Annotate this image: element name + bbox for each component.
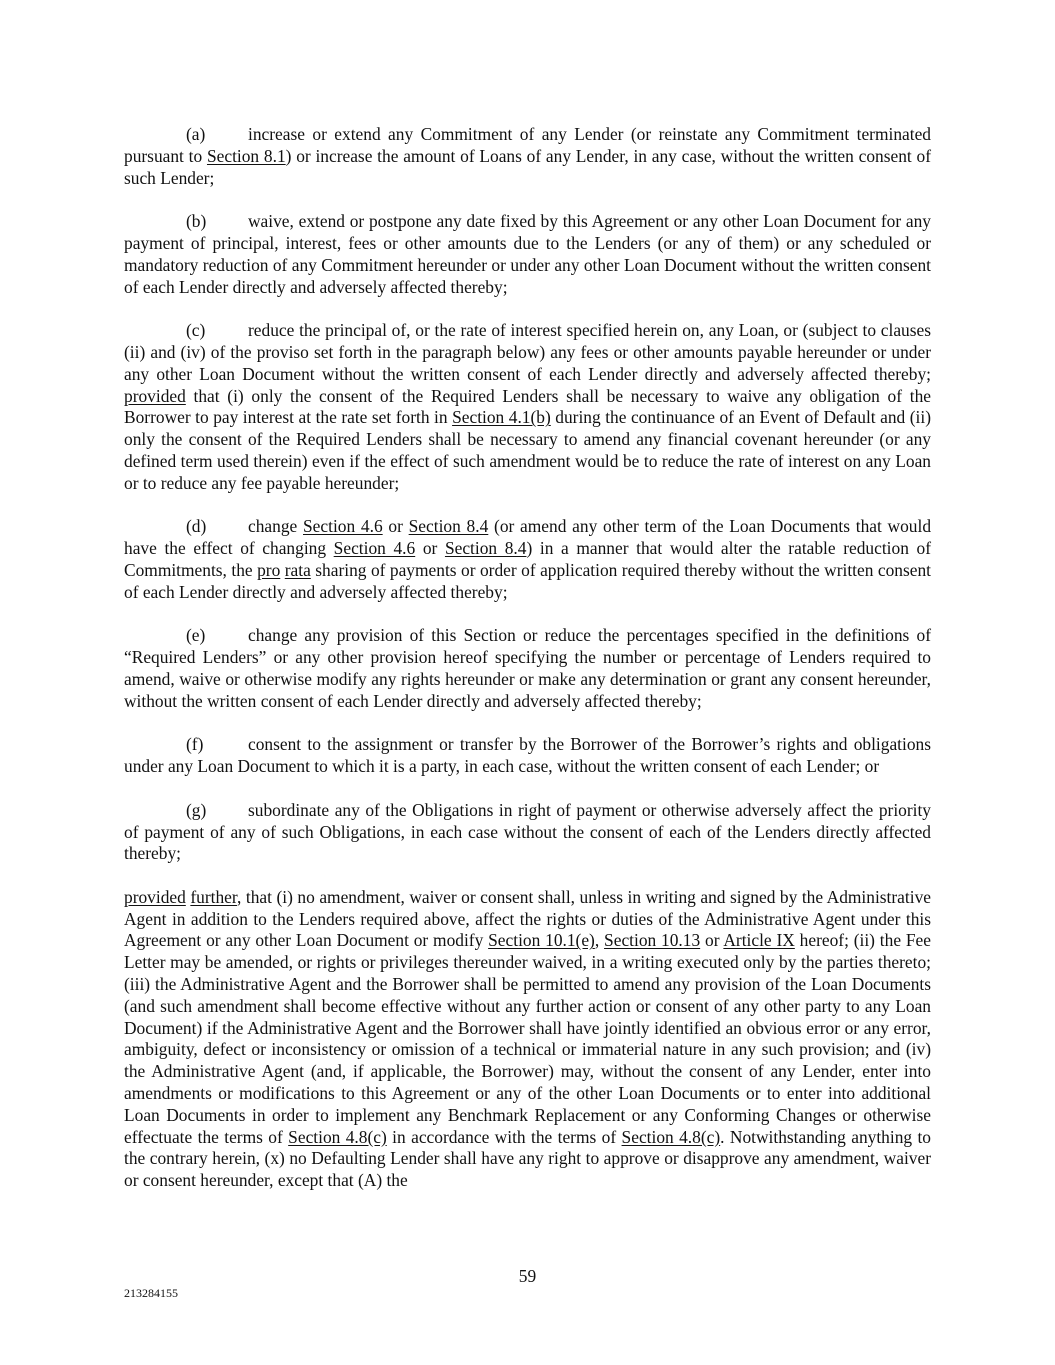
document-id: 213284155 <box>124 1286 178 1300</box>
cross-reference: Section 10.1(e) <box>488 930 595 951</box>
text-run: or <box>700 930 724 951</box>
cross-reference: Section 4.1(b) <box>452 407 551 428</box>
text-run: or <box>415 538 445 559</box>
cross-reference: further <box>190 886 237 907</box>
text-run: . Notwithstanding anything to the contrary herein, (x) no Defaulting Lender shall have any right to approve or disapprove any amendment, waiver or consent hereunder, except that (A) the <box>124 1126 932 1191</box>
clause-paragraph <box>124 800 931 865</box>
text-run: during the continuance of an Event of Default and (ii) only the consent of the Required Lenders shall be necessary to amend any financial covenant hereunder (or any defined term used therein) even if the effect of such amendment would be to reduce the rate of interest on any Loan or to reduce any fee payable hereunder; <box>124 407 931 493</box>
clause-paragraph <box>124 625 931 712</box>
text-run: hereof; (ii) the Fee Letter may be amended, or rights or privileges thereunder waived, in a writing executed only by the parties thereto; (iii) the Administrative Agent and the Borrower shall be permitted to amend any provision of the Loan Documents (and such amendment shall become effective without any further action or consent of any other party to any Loan Document) if the Administrative Agent and the Borrower shall have jointly identified an obvious error or any error, ambiguity, defect or inconsistency or omission of a technical or immaterial nature in any such provision; and (iv) the Administrative Agent (and, if applicable, the Borrower) may, without the consent of any Lender, enter into amendments or modifications to this Agreement or any of the other Loan Documents or to enter into additional Loan Documents in order to implement any Benchmark Replacement or any Conforming Changes or otherwise effectuate the terms of <box>124 930 931 1147</box>
text-run: change <box>248 516 303 537</box>
clause-paragraph <box>124 211 931 298</box>
text-run: sharing of payments or order of application required thereby without the written consent of each Lender directly and adversely affected thereby; <box>124 559 931 602</box>
clause-label: (g) <box>186 799 207 820</box>
cross-reference: Article IX <box>723 930 795 951</box>
clause-label: (e) <box>186 625 206 646</box>
cross-reference: provided <box>124 886 186 907</box>
clause-paragraph <box>124 734 931 778</box>
text-run: waive, extend or postpone any date fixed by this Agreement or any other Loan Document for any payment of principal, interest, fees or other amounts due to the Lenders (or any of them) or any scheduled or mandatory reduction of any Commitment hereunder or under any other Loan Document without the written consent of each Lender directly and adversely affected thereby; <box>124 211 931 297</box>
page-number: 59 <box>518 1266 537 1286</box>
clause-paragraph <box>124 320 931 494</box>
cross-reference: Section 8.1 <box>206 145 286 166</box>
clause-label: (f) <box>186 734 204 755</box>
text-run: increase or extend any Commitment of any Lender (or reinstate any Commitment terminated pursuant to <box>124 124 931 166</box>
cross-reference: provided <box>124 385 186 406</box>
text-run: in accordance with the terms of <box>386 1126 622 1147</box>
text-run: ) or increase the amount of Loans of any Lender, in any case, without the written consent of such Lender; <box>124 145 931 188</box>
clause-label: (d) <box>186 516 207 537</box>
text-run: , that (i) no amendment, waiver or consent shall, unless in writing and signed by the Administrative Agent in addition to the Lenders required above, affect the rights or duties of the Administrative Agent under this Agreement or any other Loan Document or modify <box>124 886 931 951</box>
text-run: (or amend any other term of the Loan Documents that would have the effect of changing <box>124 516 932 559</box>
text-run: reduce the principal of, or the rate of interest specified herein on, any Loan, or (subject to clauses (ii) and (iv) of the proviso set forth in the paragraph below) any fees or other amounts payable hereunder or under any other Loan Document without the written consent of each Lender directly and adversely affected thereby; <box>124 320 931 384</box>
text-run: , <box>594 930 605 951</box>
cross-reference: rata <box>284 559 311 580</box>
proviso-paragraph <box>124 887 931 1192</box>
cross-reference: Section 8.4 <box>444 538 527 559</box>
clause-label: (a) <box>186 124 206 144</box>
text-run: that (i) only the consent of the Required Lenders shall be necessary to waive any obligation of the Borrower to pay interest at the rate set forth in <box>124 385 931 428</box>
cross-reference: Section 4.6 <box>303 516 383 537</box>
text-run: change any provision of this Section or reduce the percentages specified in the definitions of “Required Lenders” or any other provision hereof specifying the number or percentage of Lenders required to amend, waive or otherwise modify any rights hereunder or make any determination or grant any consent hereunder, without the written consent of each Lender directly and adversely affected thereby; <box>124 625 931 711</box>
text-run: ) in a manner that would alter the ratable reduction of Commitments, the <box>124 538 932 580</box>
text-run: or <box>382 516 409 537</box>
cross-reference: Section 4.6 <box>333 538 416 559</box>
clause-paragraph <box>124 516 931 603</box>
document-body <box>124 124 931 1214</box>
cross-reference: pro <box>257 559 281 580</box>
text-run: subordinate any of the Obligations in right of payment or otherwise adversely affect the priority of payment of any of such Obligations, in each case without the consent of each of the Lenders directly affected thereby; <box>124 799 931 864</box>
clause-label: (b) <box>186 211 207 232</box>
amendment-clauses <box>124 124 931 865</box>
cross-reference: Section 4.8(c) <box>288 1126 387 1147</box>
cross-reference: Section 4.8(c) <box>621 1126 721 1147</box>
clause-paragraph <box>124 124 931 189</box>
clause-label: (c) <box>186 320 206 341</box>
cross-reference: Section 10.13 <box>604 930 701 951</box>
text-run: consent to the assignment or transfer by the Borrower of the Borrower’s rights and obligations under any Loan Document to which it is a party, in each case, without the written consent of each Lender; or <box>124 734 931 777</box>
cross-reference: Section 8.4 <box>408 516 489 537</box>
